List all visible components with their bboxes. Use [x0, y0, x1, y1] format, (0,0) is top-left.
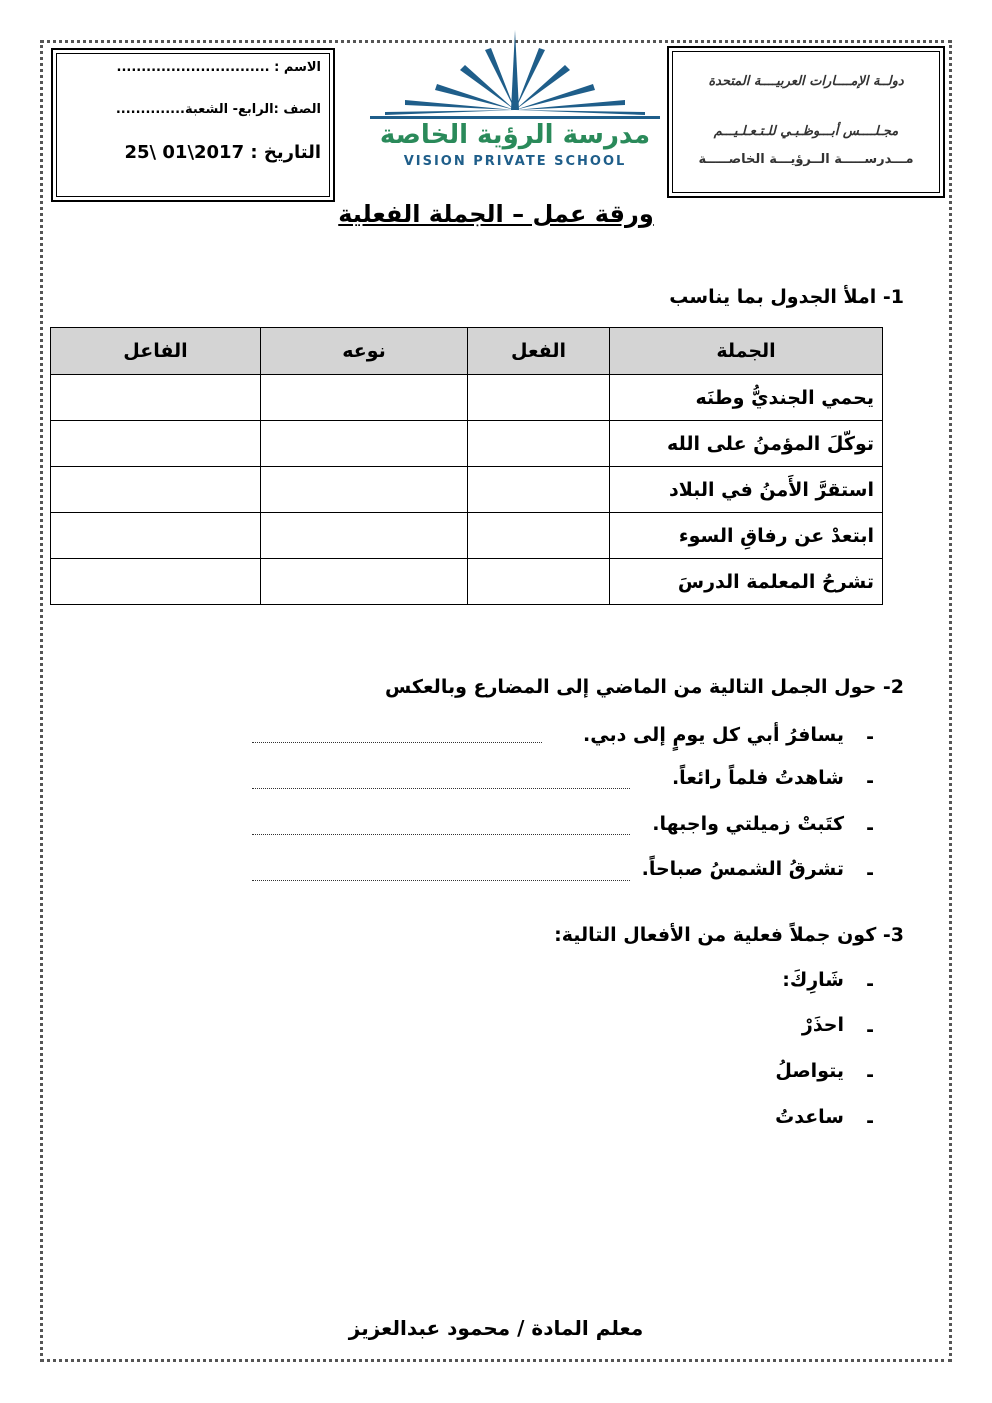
class-label: الصف : — [273, 102, 321, 117]
page-border — [40, 40, 952, 1362]
header-verb: الفعل — [468, 328, 610, 375]
subject-answer-cell[interactable] — [51, 513, 261, 559]
type-answer-cell[interactable] — [261, 421, 468, 467]
sentence-cell: ابتعدْ عن رفاقِ السوء — [610, 513, 883, 559]
subject-answer-cell[interactable] — [51, 467, 261, 513]
class-value: الرابع- الشعبة.............. — [115, 102, 274, 117]
q2-item: يسافرُ أبي كل يومٍ إلى دبي. — [583, 724, 844, 746]
header-subject: الفاعل — [51, 328, 261, 375]
verb-answer-cell[interactable] — [468, 559, 610, 605]
verb-answer-cell[interactable] — [468, 513, 610, 559]
list-bullet: - — [866, 1110, 874, 1132]
type-answer-cell[interactable] — [261, 513, 468, 559]
list-bullet: - — [866, 726, 874, 748]
list-bullet: - — [866, 817, 874, 839]
q2-item: كتَبتْ زميلتي واجبها. — [652, 813, 844, 835]
list-bullet: - — [866, 1019, 874, 1041]
logo-english-name: VISION PRIVATE SCHOOL — [403, 154, 627, 169]
table-row — [51, 375, 883, 421]
q3-item: احذَرْ — [801, 1014, 844, 1036]
date-value: 25\ 01\2017 — [124, 142, 245, 163]
list-bullet: - — [866, 770, 874, 792]
header-sentence: الجملة — [610, 328, 883, 375]
teacher-signature: معلم المادة / محمود عبدالعزيز — [348, 1316, 644, 1340]
type-answer-cell[interactable] — [261, 467, 468, 513]
table-header-row — [51, 328, 883, 375]
logo-arabic-name: مدرسة الرؤية الخاصة — [379, 120, 651, 150]
type-answer-cell[interactable] — [261, 375, 468, 421]
list-bullet: - — [866, 1064, 874, 1086]
verb-answer-cell[interactable] — [468, 421, 610, 467]
verb-answer-cell[interactable] — [468, 467, 610, 513]
school-logo — [365, 30, 665, 180]
question2-label: 2- حول الجمل التالية من الماضي إلى المضارع وبالعكس — [385, 676, 904, 698]
q3-item: يتواصلُ — [775, 1060, 844, 1082]
name-row — [117, 60, 321, 75]
question3-label: 3- كون جملاً فعلية من الأفعال التالية: — [554, 924, 904, 946]
authority-school: مـــدرســـــة الــرؤيـــة الخاصـــــة — [698, 152, 914, 167]
table-row — [51, 513, 883, 559]
q3-item: ساعدتُ — [775, 1106, 844, 1128]
table-row — [51, 421, 883, 467]
answer-line[interactable] — [252, 879, 630, 881]
answer-line[interactable] — [252, 833, 630, 835]
worksheet-title-text: ورقة عمل – الجملة الفعلية — [338, 200, 654, 228]
date-label: التاريخ : — [250, 142, 321, 163]
table-row — [51, 559, 883, 605]
answer-line[interactable] — [252, 787, 630, 789]
worksheet-title — [0, 200, 992, 228]
q2-item: شاهدتُ فلماً رائعاً. — [671, 767, 844, 789]
answer-line[interactable] — [252, 741, 542, 743]
q2-item: تشرقُ الشمسُ صباحاً. — [641, 858, 844, 880]
answer-table — [50, 327, 883, 605]
name-value: ............................... — [116, 60, 270, 75]
list-bullet: - — [866, 973, 874, 995]
date-row — [125, 142, 322, 163]
authority-council: مجـلــــس أبـــوظـبـي للـتـعـلـيـــم — [713, 124, 899, 139]
subject-answer-cell[interactable] — [51, 421, 261, 467]
verb-answer-cell[interactable] — [468, 375, 610, 421]
class-row — [116, 102, 321, 117]
table-row — [51, 467, 883, 513]
sentence-cell: توكّلَ المؤمنُ على الله — [610, 421, 883, 467]
sentence-cell: استقرَّ الأَمنُ في البلاد — [610, 467, 883, 513]
list-bullet: - — [866, 862, 874, 884]
authority-country: دولــة الإمــــارات العربيــــة المتحدة — [708, 74, 904, 89]
name-label: الاسم : — [274, 60, 321, 75]
question1-label: 1- املأ الجدول بما يناسب — [669, 286, 904, 308]
subject-answer-cell[interactable] — [51, 559, 261, 605]
sentence-cell: تشرحُ المعلمة الدرسَ — [610, 559, 883, 605]
subject-answer-cell[interactable] — [51, 375, 261, 421]
sentence-cell: يحمي الجنديُّ وطنَه — [610, 375, 883, 421]
q3-item: شَارِكَ: — [782, 969, 844, 991]
header-verb-type: نوعه — [261, 328, 468, 375]
student-info-box — [51, 48, 335, 202]
authority-box — [667, 46, 945, 198]
type-answer-cell[interactable] — [261, 559, 468, 605]
